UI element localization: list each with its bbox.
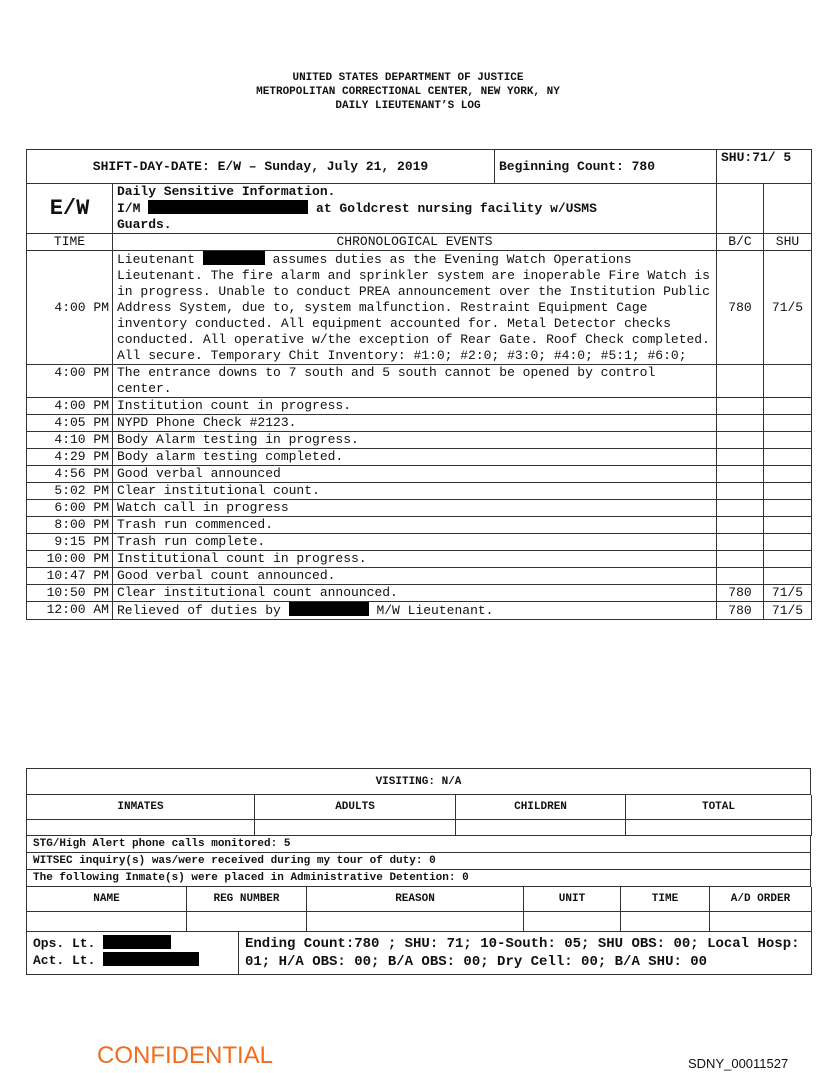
sensitive-title: Daily Sensitive Information. <box>117 184 336 199</box>
sensitive-im-line <box>117 200 712 217</box>
entry-bc <box>717 432 764 449</box>
admin-empty-row <box>27 912 812 932</box>
log-entry-row <box>27 432 812 449</box>
admin-detention-table <box>26 887 812 932</box>
entry-bc <box>717 568 764 585</box>
sensitive-guards: Guards. <box>117 217 172 232</box>
admin-col-reason: REASON <box>307 887 524 912</box>
log-entry-row <box>27 398 812 415</box>
entry-time: 4:56 PM <box>27 466 113 483</box>
entry-time: 4:29 PM <box>27 449 113 466</box>
admin-cell <box>621 912 710 932</box>
entry-bc <box>717 517 764 534</box>
visiting-table <box>26 795 812 836</box>
entry-shu <box>764 449 812 466</box>
entry-shu <box>764 432 812 449</box>
redaction-bar <box>103 935 171 949</box>
entry-event: Trash run commenced. <box>113 517 717 534</box>
entry-time: 5:02 PM <box>27 483 113 500</box>
entry-event <box>113 602 717 620</box>
entry-bc <box>717 551 764 568</box>
entry-shu <box>764 500 812 517</box>
entry-time: 9:15 PM <box>27 534 113 551</box>
signoff-officers <box>27 932 239 975</box>
log-entry-row <box>27 585 812 602</box>
shift-header-row <box>27 150 812 184</box>
header-agency: UNITED STATES DEPARTMENT OF JUSTICE <box>292 72 524 84</box>
entry-bc <box>717 398 764 415</box>
signoff-row <box>27 932 812 975</box>
entry-shu <box>764 517 812 534</box>
ops-lt-label: Ops. Lt. <box>33 936 96 951</box>
header-facility: METROPOLITAN CORRECTIONAL CENTER, NEW YORK, NY <box>256 86 560 98</box>
admin-col-reg: REG NUMBER <box>187 887 307 912</box>
visiting-col-inmates: INMATES <box>27 795 255 820</box>
log-entry-row <box>27 251 812 365</box>
log-entry-row <box>27 602 812 620</box>
entry-bc <box>717 365 764 398</box>
entry-bc <box>717 415 764 432</box>
col-bc: B/C <box>717 234 764 251</box>
entry-shu <box>764 483 812 500</box>
entry-event: Trash run complete. <box>113 534 717 551</box>
beginning-count: Beginning Count: 780 <box>495 150 717 184</box>
redaction-bar <box>289 602 369 616</box>
admin-col-time: TIME <box>621 887 710 912</box>
entry-shu: 71/5 <box>764 251 812 365</box>
entry-time: 4:05 PM <box>27 415 113 432</box>
entry-bc <box>717 483 764 500</box>
log-entry-row <box>27 466 812 483</box>
entry-event: Watch call in progress <box>113 500 717 517</box>
admin-col-ad-order: A/D ORDER <box>710 887 812 912</box>
im-prefix: I/M <box>117 201 141 216</box>
visiting-col-total: TOTAL <box>626 795 812 820</box>
entry-shu <box>764 534 812 551</box>
redaction-bar <box>103 952 199 966</box>
sensitive-info <box>113 184 717 234</box>
log-entry-row <box>27 551 812 568</box>
signoff-table <box>26 932 812 975</box>
visiting-empty-row <box>27 820 812 836</box>
entry-time: 10:00 PM <box>27 551 113 568</box>
redaction-bar <box>203 251 265 265</box>
admin-col-unit: UNIT <box>524 887 621 912</box>
entry-event: Clear institutional count. <box>113 483 717 500</box>
visiting-cell <box>456 820 626 836</box>
admin-col-name: NAME <box>27 887 187 912</box>
entry-shu: 71/5 <box>764 602 812 620</box>
entry-time: 4:00 PM <box>27 398 113 415</box>
entry-shu <box>764 551 812 568</box>
header-log-title: DAILY LIEUTENANT’S LOG <box>335 100 481 112</box>
entry-shu <box>764 398 812 415</box>
entry-bc <box>717 534 764 551</box>
act-lt-line <box>33 952 232 969</box>
entry-event: Institution count in progress. <box>113 398 717 415</box>
entry-prefix: Relieved of duties by <box>117 603 281 618</box>
visiting-col-adults: ADULTS <box>255 795 456 820</box>
entry-bc: 780 <box>717 585 764 602</box>
entry-shu <box>764 415 812 432</box>
col-time: TIME <box>27 234 113 251</box>
visiting-cell <box>255 820 456 836</box>
admin-header-row <box>27 887 812 912</box>
log-entry-row <box>27 568 812 585</box>
log-entry-row <box>27 483 812 500</box>
log-entry-row <box>27 449 812 466</box>
entry-shu <box>764 466 812 483</box>
log-entry-row <box>27 500 812 517</box>
entry-event: Institutional count in progress. <box>113 551 717 568</box>
log-entries <box>27 365 812 602</box>
entry-time: 10:50 PM <box>27 585 113 602</box>
log-entry-row <box>27 534 812 551</box>
admin-cell <box>307 912 524 932</box>
entry-event: Body Alarm testing in progress. <box>113 432 717 449</box>
entry-event: Body alarm testing completed. <box>113 449 717 466</box>
entry-suffix: M/W Lieutenant. <box>376 603 494 618</box>
log-entry-row <box>27 365 812 398</box>
sensitive-bc-cell <box>717 184 764 234</box>
entry-bc: 780 <box>717 602 764 620</box>
im-location: at Goldcrest nursing facility w/USMS <box>316 201 597 216</box>
sensitive-shu-cell <box>764 184 812 234</box>
ending-count: Ending Count:780 ; SHU: 71; 10-South: 05; SHU OBS: 00; Local Hosp: 01; H/A OBS: 00; B/A OBS: 00; Dry Cell: 00; B/A SHU: 00 <box>239 932 812 975</box>
entry-bc <box>717 449 764 466</box>
entry-event: Clear institutional count announced. <box>113 585 717 602</box>
entry-text-b: Lieutenant. The fire alarm and sprinkler system are inoperable Fire Watch is in progress. Unable to conduct PREA announcement over the Institution Public Address System, due to, system malfunction. Restraint Equipment Cage inventory conducted. All equipment accounted for. Metal Detector checks conducted. All operative w/the exception of Rear Gate. Roof Check completed. All secure. Temporary Chit Inventory: #1:0; #2:0; #3:0; #4:0; #5:1; #6:0; <box>117 268 710 363</box>
entry-time: 6:00 PM <box>27 500 113 517</box>
act-lt-label: Act. Lt. <box>33 953 96 968</box>
ops-lt-line <box>33 935 232 952</box>
entry-time: 12:00 AM <box>27 602 113 620</box>
shu-count-header: SHU:71/ 5 <box>717 150 812 184</box>
column-header-row <box>27 234 812 251</box>
log-entry-row <box>27 415 812 432</box>
entry-time: 4:00 PM <box>27 251 113 365</box>
entry-shu <box>764 365 812 398</box>
entry-shu <box>764 568 812 585</box>
entry-time: 10:47 PM <box>27 568 113 585</box>
entry-bc <box>717 500 764 517</box>
entry-shu: 71/5 <box>764 585 812 602</box>
entry-prefix: Lieutenant <box>117 252 196 267</box>
entry-event: The entrance downs to 7 south and 5 south cannot be opened by control center. <box>113 365 717 398</box>
admin-cell <box>524 912 621 932</box>
confidential-stamp: CONFIDENTIAL <box>97 1042 274 1069</box>
entry-time: 4:00 PM <box>27 365 113 398</box>
visiting-cell <box>27 820 255 836</box>
entry-time: 8:00 PM <box>27 517 113 534</box>
entry-bc: 780 <box>717 251 764 365</box>
document-header <box>0 71 816 113</box>
entry-event: Good verbal count announced. <box>113 568 717 585</box>
stg-note: STG/High Alert phone calls monitored: 5 <box>26 836 811 853</box>
visiting-col-children: CHILDREN <box>456 795 626 820</box>
entry-event <box>113 251 717 365</box>
visiting-title: VISITING: N/A <box>26 768 811 795</box>
entry-bc <box>717 466 764 483</box>
bates-number: SDNY_00011527 <box>688 1056 789 1071</box>
col-events: CHRONOLOGICAL EVENTS <box>113 234 717 251</box>
sensitive-info-row <box>27 184 812 234</box>
entry-text-a: assumes duties as the Evening Watch Operations <box>272 252 632 267</box>
entry-event: NYPD Phone Check #2123. <box>113 415 717 432</box>
entry-event: Good verbal announced <box>113 466 717 483</box>
entry-time: 4:10 PM <box>27 432 113 449</box>
admin-cell <box>27 912 187 932</box>
log-entry-row <box>27 517 812 534</box>
visiting-header-row <box>27 795 812 820</box>
witsec-note: WITSEC inquiry(s) was/were received during my tour of duty: 0 <box>26 853 811 870</box>
col-shu: SHU <box>764 234 812 251</box>
watch-label: E/W <box>27 184 113 234</box>
shift-day-date: SHIFT-DAY-DATE: E/W – Sunday, July 21, 2019 <box>27 150 495 184</box>
visiting-cell <box>626 820 812 836</box>
bottom-section <box>26 768 811 975</box>
admin-cell <box>187 912 307 932</box>
redaction-bar <box>148 200 308 214</box>
chronological-log-table <box>26 149 812 620</box>
admin-detention-note: The following Inmate(s) were placed in Administrative Detention: 0 <box>26 870 811 887</box>
admin-cell <box>710 912 812 932</box>
